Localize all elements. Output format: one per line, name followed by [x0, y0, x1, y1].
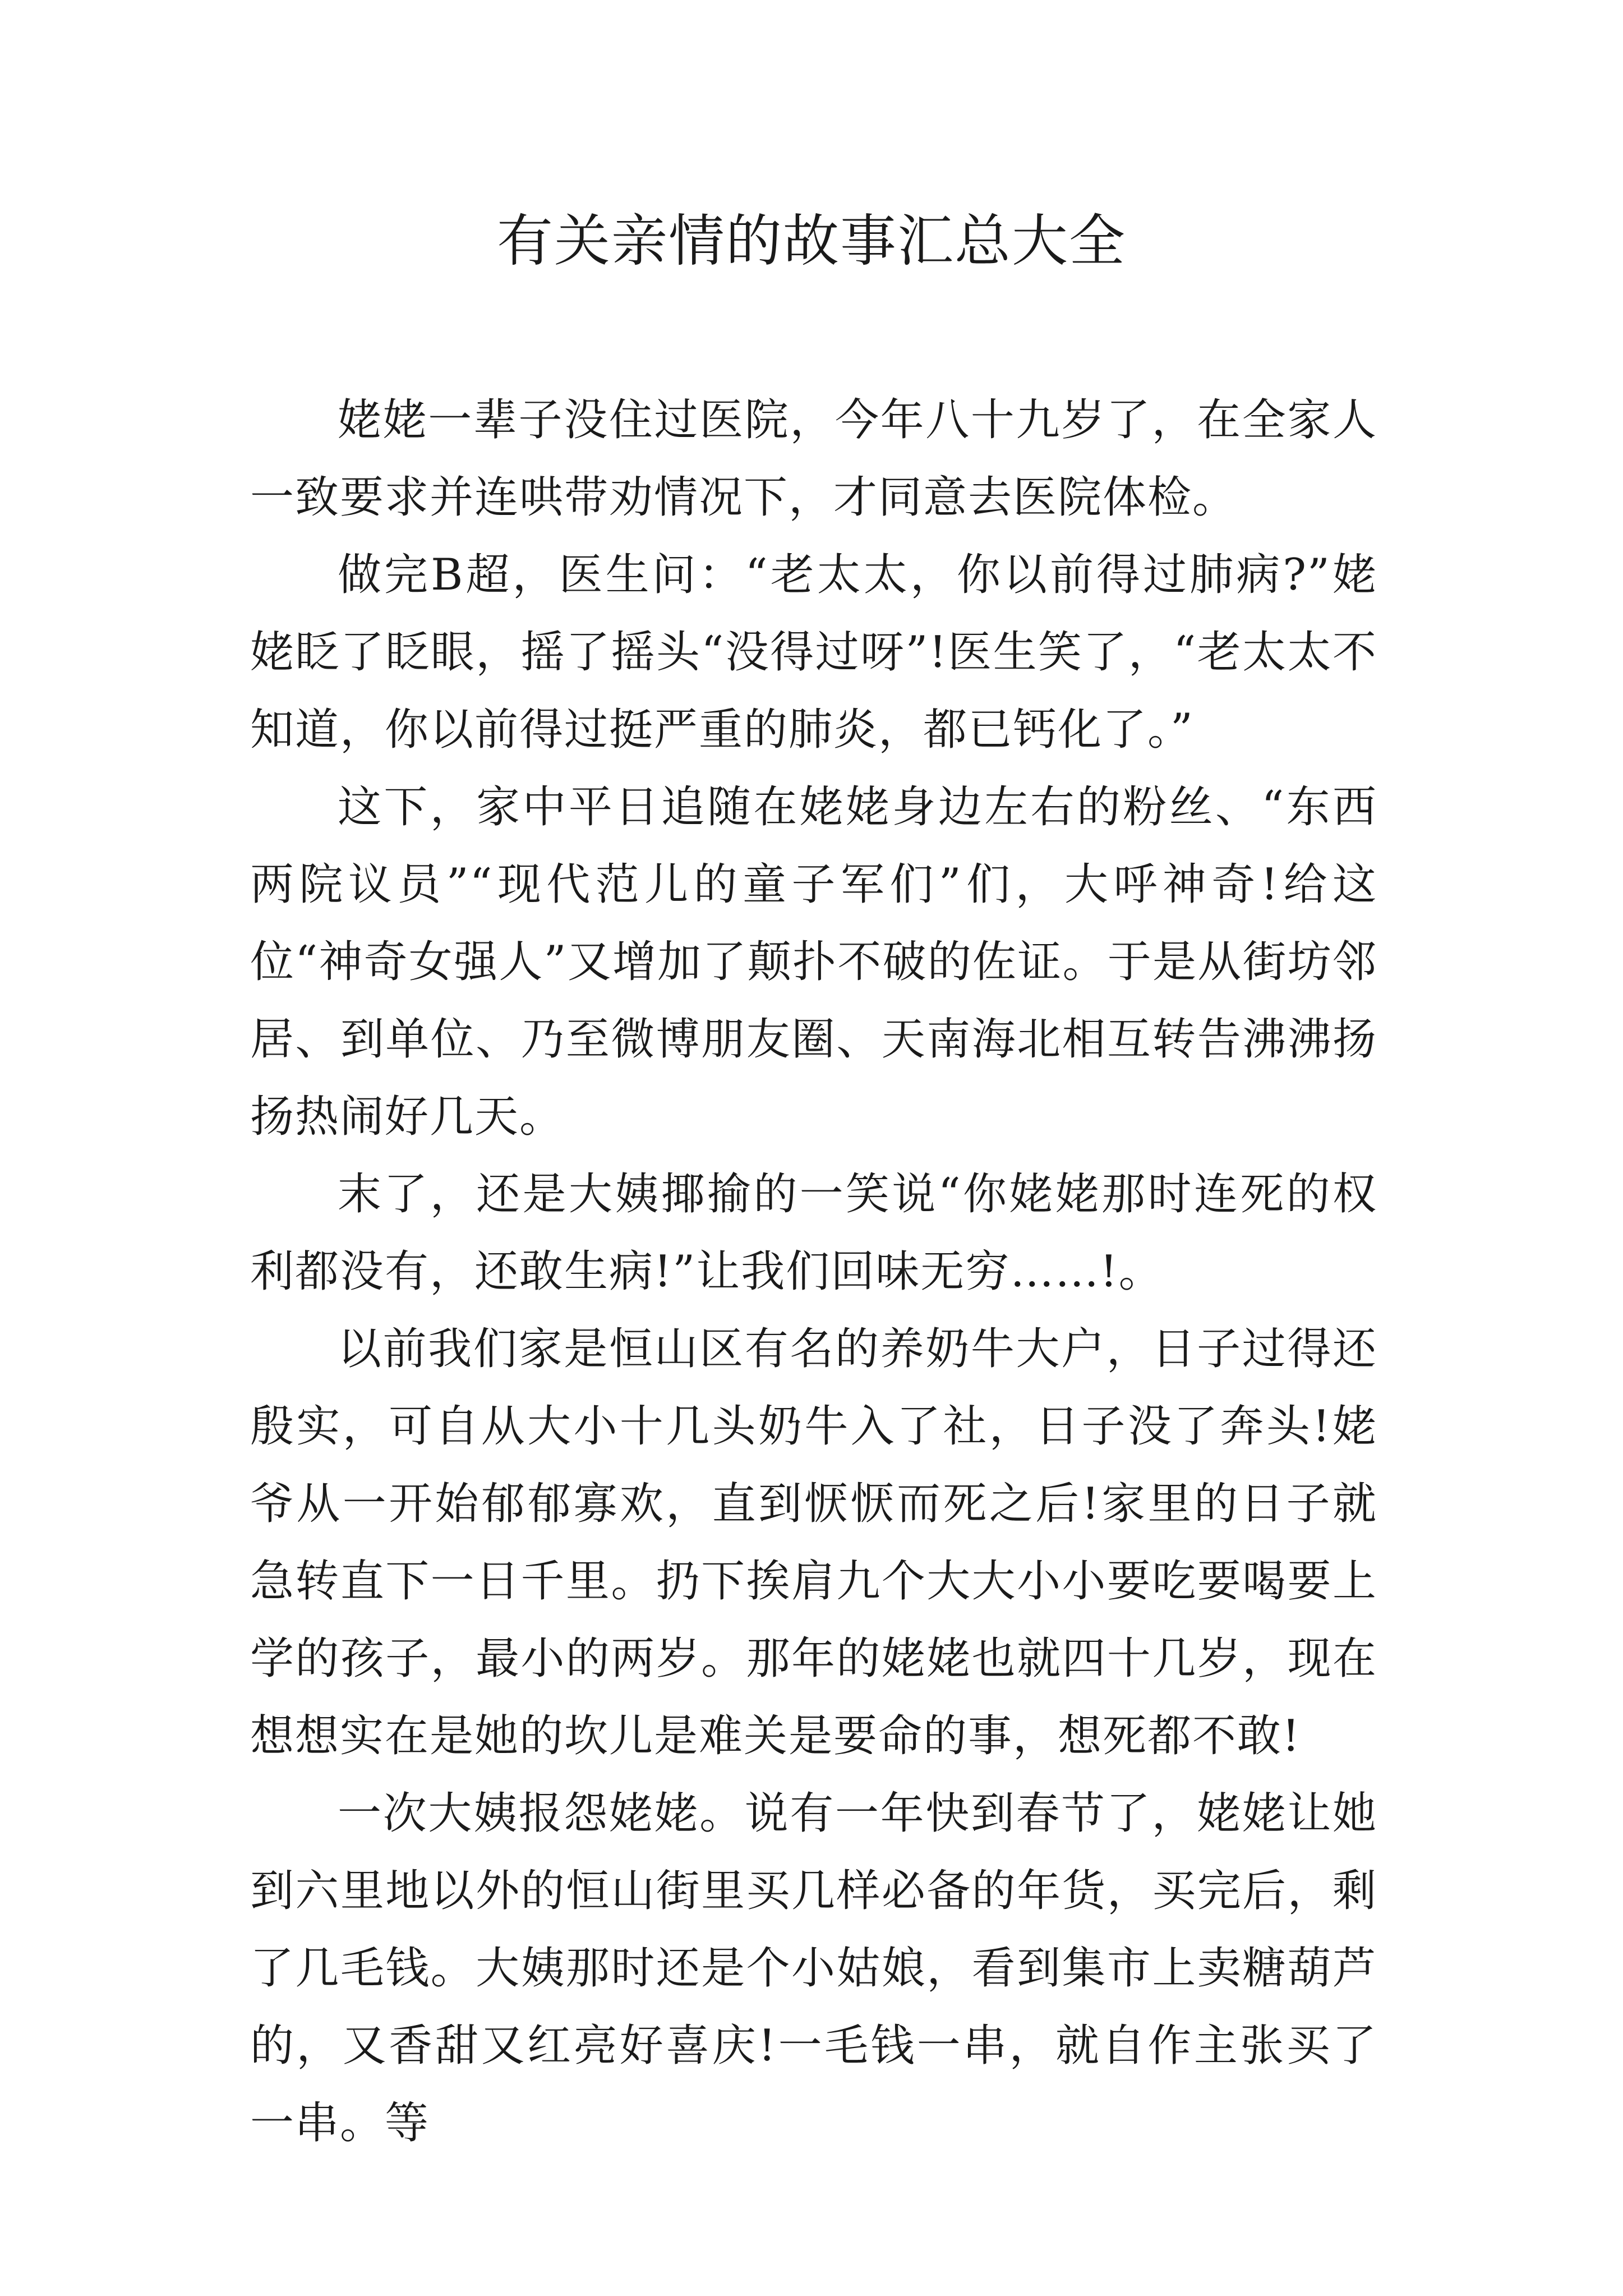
document-body	[250, 381, 1377, 2162]
paragraph: 末了，还是大姨揶揄的一笑说“你姥姥那时连死的权利都没有，还敢生病!”让我们回味无穷……!。	[250, 1169, 1377, 1297]
paragraph: 这下，家中平日追随在姥姥身边左右的粉丝、“东西两院议员”“现代范儿的童子军们”们，大呼神奇!给这位“神奇女强人”又增加了颠扑不破的佐证。于是从街坊邻居、到单位、乃至微博朋友圈、天南海北相互转告沸沸扬扬热闹好几天。	[250, 782, 1377, 1142]
paragraph: 姥姥一辈子没住过医院，今年八十九岁了，在全家人一致要求并连哄带劝情况下，才同意去医院体检。	[250, 395, 1377, 523]
paragraph: 做完B超，医生问：“老太太，你以前得过肺病?”姥姥眨了眨眼，摇了摇头“没得过呀”!医生笑了，“老太太不知道，你以前得过挺严重的肺炎，都已钙化了。”	[250, 550, 1377, 755]
document-title: 有关亲情的故事汇总大全	[497, 208, 1126, 274]
paragraph: 以前我们家是恒山区有名的养奶牛大户，日子过得还殷实，可自从大小十几头奶牛入了社，日子没了奔头!姥爷从一开始郁郁寡欢，直到恹恹而死之后!家里的日子就急转直下一日千里。扔下挨肩九个大大小小要吃要喝要上学的孩子，最小的两岁。那年的姥姥也就四十几岁，现在想想实在是她的坎儿是难关是要命的事，想死都不敢!	[250, 1324, 1377, 1761]
paragraph: 一次大姨报怨姥姥。说有一年快到春节了，姥姥让她到六里地以外的恒山街里买几样必备的年货，买完后，剩了几毛钱。大姨那时还是个小姑娘，看到集市上卖糖葫芦的，又香甜又红亮好喜庆!一毛钱一串，就自作主张买了一串。等	[250, 1788, 1377, 2148]
